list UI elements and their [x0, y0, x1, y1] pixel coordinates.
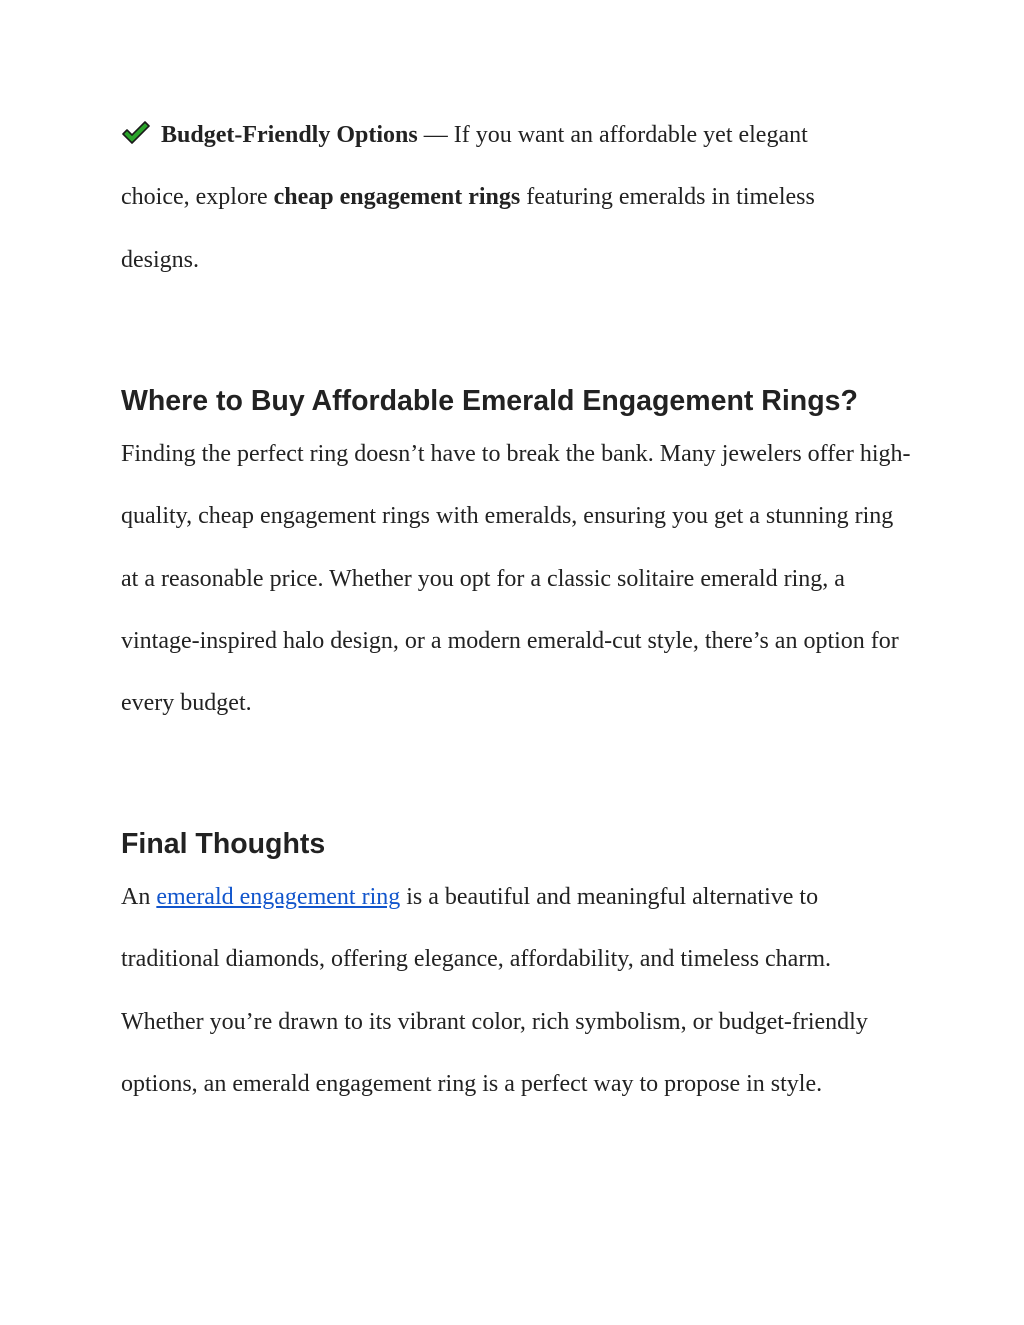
budget-friendly-label: Budget-Friendly Options [161, 122, 418, 148]
where-to-buy-paragraph: Finding the perfect ring doesn’t have to break the bank. Many jewelers offer high-quality, cheap engagement rings with emeralds, ensuring you get a stunning ring at a reasonable price. Whether you opt for a classic solitaire emerald ring, a vintage-inspired halo design, or a modern emerald-cut style, there’s an option for every budget. [121, 441, 911, 717]
budget-intro-text: — If you want an affordable yet elegant choice, explore [121, 122, 808, 211]
final-suffix-text: is a beautiful and meaningful alternative to traditional diamonds, offering elegance, affordability, and timeless charm. Whether you’re drawn to its vibrant color, rich symbolism, or budget-friendly options, an emerald engagement ring is a perfect way to propose in style. [121, 884, 868, 1097]
emerald-engagement-ring-link[interactable]: emerald engagement ring [156, 884, 401, 910]
cheap-rings-phrase: cheap engagement rings [273, 184, 521, 211]
budget-friendly-paragraph [121, 104, 841, 291]
budget-tail-text: featuring emeralds in timeless designs. [121, 184, 815, 273]
final-thoughts-heading: Final Thoughts [121, 828, 326, 860]
check-mark-icon [121, 107, 151, 131]
where-to-buy-heading: Where to Buy Affordable Emerald Engagement Rings? [121, 385, 858, 417]
final-prefix-text: An [121, 884, 157, 910]
final-thoughts-paragraph [121, 866, 906, 1115]
